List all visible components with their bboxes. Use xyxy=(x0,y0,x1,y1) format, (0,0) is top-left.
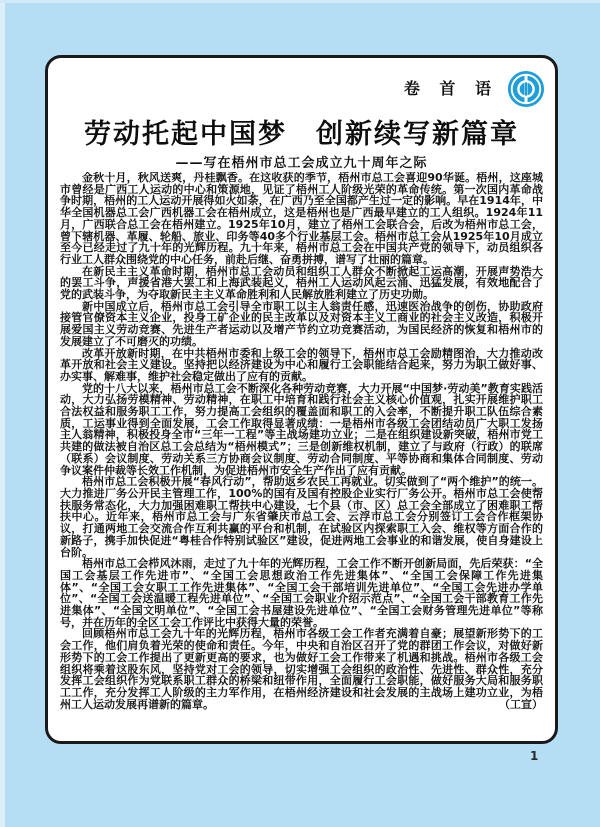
section-label: 卷 首 语 xyxy=(403,79,498,98)
page-number: 1 xyxy=(530,749,539,763)
paragraph: 金秋十月，秋风送爽，丹桂飘香。在这收获的季节，梧州市总工会喜迎90华诞。梧州，这座城市曾经是广西工人运动的中心和策源地，见证了梧州工人阶级光荣的革命传统。第一次国内革命战争时期，梧州的工人运动开展得如火如荼，在广西乃至全国都产生过一定的影响。早在1914年，中华全国机器总工会广西机器工会在梧州成立，这是梧州也是广西最早建立的工人组织。1924年11月，广西联合总工会在梧州建立。1925年10月，建立了梧州工会联合会，后改为梧州市总工会，曾下辖机器、革履、轮船、旅业、印务等40多个行业基层工会。梧州市总工会从1925年10月成立至今已经走过了九十年的光辉历程。九十年来，梧州市总工会在中国共产党的领导下，动员组织各行业工人群众围绕党的中心任务，前赴后继、奋勇拼搏，谱写了壮丽的篇章。 xyxy=(60,172,543,266)
paragraph: 改革开放新时期，在中共梧州市委和上级工会的领导下，梧州市总工会励精图治，大力推动改革开放和社会主义建设。坚持把以经济建设为中心和履行工会职能结合起来，努力为职工做好事、办实事、解难事，维护社会稳定做出了应有的贡献。 xyxy=(60,346,543,383)
scan-edge-top xyxy=(0,0,600,3)
paragraph: 回顾梧州市总工会九十年的光辉历程，梧州市各级工会工作者充满着自豪；展望新形势下的工会工作，他们肩负着光荣的使命和责任。今年，中央和自治区召开了党的群团工作会议，对做好新形势下的工会工作提出了更新更高的要求，也为做好工会工作带来了机遇和挑战。梧州市各级工会组织将乘着这股东风，坚持党对工会的领导，切实增强工会组织的政治性、先进性、群众性，充分发挥工会组织作为党联系职工群众的桥梁和纽带作用，全面履行工会职能，做好服务大局和服务职工工作，充分发挥工人阶级的主力军作用，在梧州经济建设和社会发展的主战场上建功立业，为梧州工人运动发展再谱新的篇章。 （工宣） xyxy=(60,627,543,711)
box-header xyxy=(404,70,545,108)
content-box xyxy=(45,55,558,744)
byline: （工宣） xyxy=(499,697,543,711)
paragraph: 在新民主主义革命时期，梧州市总工会动员和组织工人群众不断掀起工运高潮，开展声势浩大的罢工斗争，声援省港大罢工和上海武装起义，梧州工人运动风起云涌、迅猛发展，有效地配合了党的武装斗争，为夺取新民主主义革命胜利和人民解放胜利建立了历史功勋。 xyxy=(60,264,543,302)
paragraph: 梧州市总工会栉风沐雨，走过了九十年的光辉历程，工会工作不断开创新局面，先后荣获：“全国工会基层工作先进市”、“全国工会思想政治工作先进集体”、“全国工会保障工作先进集体”、“全国工会女职工工作先进集体”、“全国工会干部培训先进单位”、“全国工会先进办学单位”、“全国工会送温暖工程先进单位”、“全国工会职业介绍示范点”、“全国工会干部教育工作先进集体”、“全国文明单位”、“全国工会书屋建设先进单位”、“全国工会财务管理先进单位”等称号，并在历年的全区工会工作评比中获得大量的荣誉。 xyxy=(60,557,543,629)
article-title: 劳动托起中国梦 创新续写新篇章 xyxy=(84,119,519,150)
acftu-union-logo-icon xyxy=(507,70,545,108)
paragraph: 梧州市总工会积极开展“春风行动”，帮助返乡农民工再就业。切实做到了“两个维护”的统一。大力推进厂务公开民主管理工作，100%的国有及国有控股企业实行厂务公开。梧州市总工会使帮扶服务常态化，大力加强困难职工帮扶中心建设，七个县（市、区）总工会全部成立了困难职工帮扶中心。近年来，梧州市总工会与广东省肇庆市总工会、云浮市总工会分别签订工会合作框架协议，打通两地工会交流合作互利共赢的平台和机制，在试验区内探索职工入会、维权等方面合作的新路子，携手加快促进“粤桂合作特别试验区”建设，促进两地工会事业的和谐发展，使自身建设上台阶。 xyxy=(60,475,543,559)
article-subtitle: ——写在梧州市总工会成立九十周年之际 xyxy=(175,156,428,171)
scan-edge-left xyxy=(0,0,5,827)
paragraph: 新中国成立后，梧州市总工会引导全市职工以主人翁责任感，迅速医治战争的创伤，协助政府接管官僚资本主义企业，投身工矿企业的民主改革以及对资本主义工商业的社会主义改造，积极开展爱国主义劳动竞赛、先进生产者运动以及增产节约立功竞赛活动，为国民经济的恢复和梧州市的发展建立了不可磨灭的功绩。 xyxy=(60,299,543,348)
paragraph: 党的十八大以来，梧州市总工会不断深化各种劳动竞赛，大力开展“中国梦·劳动美”教育实践活动，大力弘扬劳模精神、劳动精神，在职工中培育和践行社会主义核心价值观，扎实开展维护职工合法权益和服务职工工作，努力提高工会组织的覆盖面和职工的入会率，不断提升职工队伍综合素质，工运事业得到全面发展，工会工作取得显著成绩：一是梧州市各级工会团结动员广大职工发扬主人翁精神，积极投身全市“三年一工程”等主战场建功立业；二是在组织建设新突破，梧州市党工共建的做法被自治区总工会总结为“梧州模式”；三是创新维权机制，建立了与政府（行政）的联席（联系）会议制度、劳动关系三方协商会议制度、劳动合同制度、平等协商和集体合同制度、劳动争议案件仲裁等长效工作机制，为促进梧州市安全生产作出了应有贡献。 xyxy=(60,381,543,477)
article-body xyxy=(60,172,543,735)
